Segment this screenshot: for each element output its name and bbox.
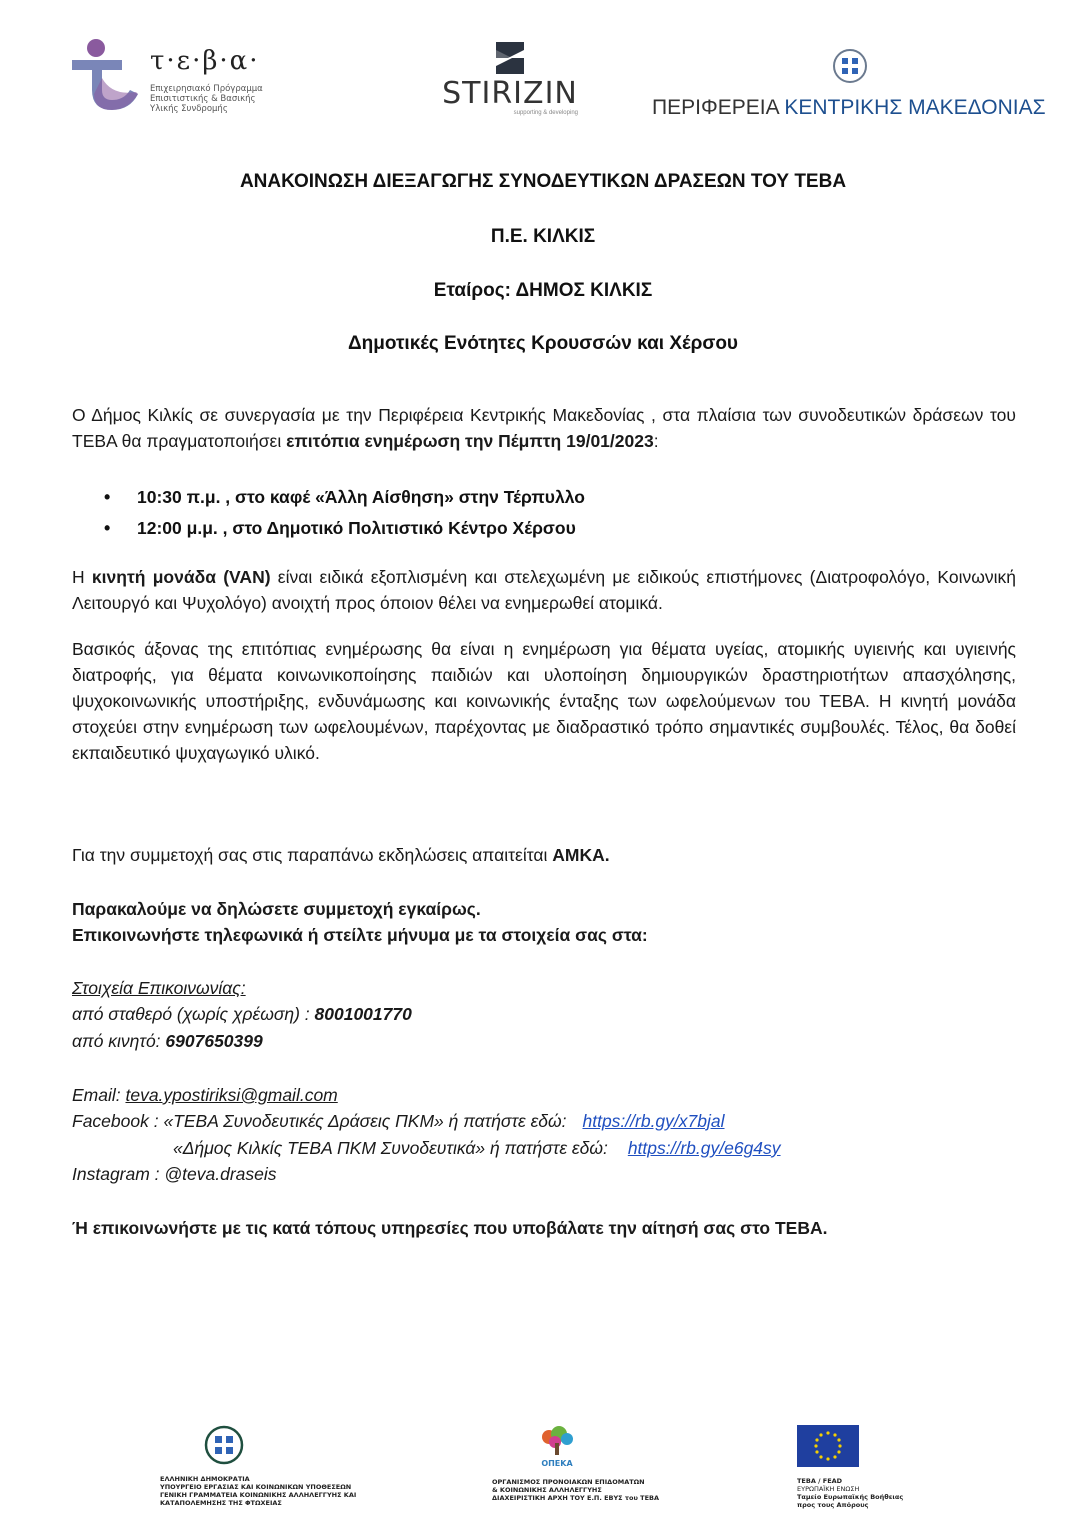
stirizin-logo bbox=[430, 40, 590, 130]
van-paragraph: Η κινητή μονάδα (VAN) είναι ειδικά εξοπλισμένη και στελεχωμένη με ειδικούς επιστήμονες (Διατροφολόγο, Κοινωνική Λειτουργό και Ψυχολόγο) ανοιχτή προς όποιον θέλει να ενημερωθεί ατομικά. bbox=[72, 567, 1016, 613]
facebook-link-1[interactable]: https://rb.gy/x7bjal bbox=[582, 1111, 725, 1131]
footer-eu: ΤΕΒΑ / FEAD ΕΥΡΩΠΑΪΚΗ ΕΝΩΣΗ Ταμείο Ευρωπαϊκής Βοήθειας προς τους Απόρους bbox=[797, 1425, 903, 1509]
register-request: Παρακαλούμε να δηλώσετε συμμετοχή εγκαίρως. bbox=[72, 899, 481, 919]
stirizin-name: STIRIZIN bbox=[442, 76, 578, 111]
schedule-item: • 10:30 π.μ. , στο καφέ «Άλλη Αίσθηση» στην Τέρπυλλο bbox=[72, 482, 1016, 513]
stirizin-s-icon bbox=[492, 40, 528, 76]
municipal-units-title: Δημοτικές Ενότητες Κρουσσών και Χέρσου bbox=[347, 333, 738, 354]
participation-note: Για την συμμετοχή σας στις παραπάνω εκδηλώσεις απαιτείται ΑΜΚΑ. bbox=[72, 845, 610, 865]
teva-logo bbox=[72, 38, 272, 128]
instagram-line: Instagram : @teva.draseis bbox=[72, 1164, 277, 1184]
mobile-line: από κινητό: 6907650399 bbox=[72, 1031, 263, 1051]
landline-line: από σταθερό (χωρίς χρέωση) : 8001001770 bbox=[72, 1004, 412, 1024]
regional-unit-title: Π.Ε. ΚΙΛΚΙΣ bbox=[490, 226, 596, 247]
schedule-list bbox=[72, 482, 1016, 544]
footer-opeka: ΟΠΕΚΑ ΟΡΓΑΝΙΣΜΟΣ ΠΡΟΝΟΙΑΚΩΝ ΕΠΙΔΟΜΑΤΩΝ & ΚΟΙΝΩΝΙΚΗΣ ΑΛΛΗΛΕΓΓΥΗΣ ΔΙΑΧΕΙΡΙΣΤΙΚΗ ΑΡΧΗ ΤΟΥ Ε.Π. ΕΒΥΣ του ΤΕΒΑ bbox=[492, 1425, 659, 1502]
announcement-title: ΑΝΑΚΟΙΝΩΣΗ ΔΙΕΞΑΓΩΓΗΣ ΣΥΝΟΔΕΥΤΙΚΩΝ ΔΡΑΣΕΩΝ ΤΟΥ ΤΕΒΑ bbox=[239, 171, 847, 192]
facebook-link-2[interactable]: https://rb.gy/e6g4sy bbox=[627, 1138, 781, 1158]
facebook-line-1: Facebook : «ΤΕΒΑ Συνοδευτικές Δράσεις ΠΚΜ» ή πατήστε εδώ: https://rb.gy/x7bjal bbox=[72, 1111, 725, 1131]
facebook-line-2: «Δήμος Κιλκίς ΤΕΒΑ ΠΚΜ Συνοδευτικά» ή πατήστε εδώ: https://rb.gy/e6g4sy bbox=[173, 1138, 781, 1158]
greek-crest-icon bbox=[204, 1425, 244, 1465]
intro-paragraph: Ο Δήμος Κιλκίς σε συνεργασία με την Περιφέρεια Κεντρικής Μακεδονίας , στα πλαίσια των συνοδευτικών δράσεων του ΤΕΒΑ θα πραγματοποιήσει επιτόπια ενημέρωση την Πέμπτη 19/01/2023: bbox=[72, 405, 1016, 451]
contact-request: Επικοινωνήστε τηλεφωνικά ή στείλτε μήνυμα με τα στοιχεία σας στα: bbox=[72, 925, 648, 945]
header-logos bbox=[0, 0, 1086, 140]
opeka-logo: ΟΠΕΚΑ bbox=[532, 1425, 582, 1468]
email-link[interactable]: teva.ypostiriksi@gmail.com bbox=[125, 1085, 338, 1105]
footer-ministry: ΕΛΛΗΝΙΚΗ ΔΗΜΟΚΡΑΤΙΑ ΥΠΟΥΡΓΕΙΟ ΕΡΓΑΣΙΑΣ ΚΑΙ ΚΟΙΝΩΝΙΚΩΝ ΥΠΟΘΕΣΕΩΝ ΓΕΝΙΚΗ ΓΡΑΜΜΑΤΕΙΑ ΚΟΙΝΩΝΙΚΗΣ ΑΛΛΗΛΕΓΓΥΗΣ ΚΑΙ ΚΑΤΑΠΟΛΕΜΗΣΗΣ ΤΗΣ ΦΤΩΧΕΙΑΣ bbox=[160, 1425, 356, 1507]
teva-figure-icon bbox=[72, 38, 140, 110]
closing-note: Ή επικοινωνήστε με τις κατά τόπους υπηρεσίες που υποβάλατε την αίτησή σας στο ΤΕΒΑ. bbox=[72, 1218, 828, 1238]
eu-flag-icon bbox=[797, 1425, 859, 1467]
contact-heading: Στοιχεία Επικοινωνίας: bbox=[72, 978, 246, 998]
opeka-tree-icon bbox=[537, 1425, 577, 1455]
greek-crest-icon bbox=[832, 48, 868, 84]
partner-title: Εταίρος: ΔΗΜΟΣ ΚΙΛΚΙΣ bbox=[433, 280, 653, 301]
region-name: ΠΕΡΙΦΕΡΕΙΑ ΚΕΝΤΡΙΚΗΣ ΜΑΚΕΔΟΝΙΑΣ bbox=[652, 96, 1046, 119]
axis-paragraph: Βασικός άξονας της επιτόπιας ενημέρωσης θα είναι η ενημέρωση για θέματα υγείας, ατομικής υγιεινής και υγιεινής διατροφής, για θέματα κοινωνικοποίησης παιδιών και υλοποίηση δημιουργικών δραστηριοτήτων απασχόλησης, ψυχοκοινωνικής υποστήριξης, ενδυνάμωσης και κοινωνικής ένταξης των ωφελούμενων του ΤΕΒΑ. Η κινητή μονάδα στοχεύει στην ενημέρωση των ωφελουμένων, παρέχοντας με διαδραστικό τρόπο σημαντικές συμβουλές. Τέλος, θα δοθεί εκπαιδευτικό ψυχαγωγικό υλικό. bbox=[72, 639, 1016, 763]
mobile-number[interactable]: 6907650399 bbox=[165, 1031, 263, 1051]
landline-number[interactable]: 8001001770 bbox=[314, 1004, 412, 1024]
region-logo bbox=[652, 46, 1052, 126]
teva-wordmark: τ·ε·β·α· bbox=[150, 46, 260, 76]
schedule-item: • 12:00 μ.μ. , στο Δημοτικό Πολιτιστικό Κέντρο Χέρσου bbox=[72, 513, 1016, 544]
teva-subtitle: Επιχειρησιακό Πρόγραμμα Επισιτιστικής & Βασικής Υλικής Συνδρομής bbox=[150, 84, 263, 114]
stirizin-tagline: supporting & developing bbox=[513, 110, 578, 116]
email-line: Email: teva.ypostiriksi@gmail.com bbox=[72, 1085, 338, 1105]
